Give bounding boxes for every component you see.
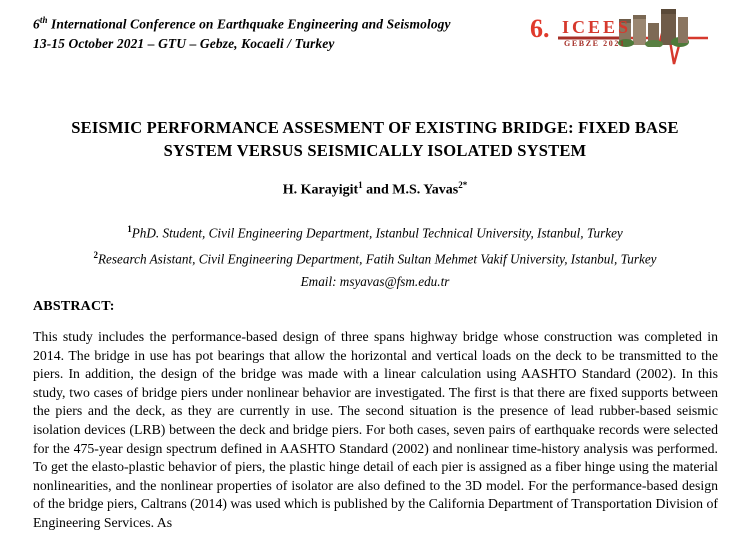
affiliations-block bbox=[0, 218, 750, 293]
conference-header-line2: 13-15 October 2021 – GTU – Gebze, Kocaeli / Turkey bbox=[33, 35, 335, 51]
author-1-name: H. Karayigit bbox=[282, 182, 359, 198]
conference-edition-ordinal: th bbox=[39, 15, 48, 25]
abstract-paragraph: This study includes the performance-based design of three spans highway bridge whose construction was completed in 2014. The bridge in use has pot bearings that allow the horizontal and vertical loads on the deck to be transmitted to the piers. In addition, the design of the bridge was made with a linear calculation using AASHTO Standard (2002). In this study, two cases of bridge piers under nonlinear behavior are investigated. The first is that there are fixed supports between the piers and the deck, as they are currently in use. The second situation is the presence of lead rubber-based seismic isolation devices (LRB) between the deck and bridge piers. For both cases, seven pairs of earthquake records were selected for the 475-year design spectrum defined in AASHTO Standard (2002) and nonlinear time-history analysis was performed. To get the elasto-plastic behavior of piers, the plastic hinge detail of each pier is assigned as a fiber hinge using the material nonlinearities, and the nonlinear properties of isolator are also defined to the 3D model. For the performance-based design of the bridge piers, Caltrans (2014) was used which is published by the California Department of Transportation Division of Engineering Services. As bbox=[33, 329, 718, 530]
paper-title: SEISMIC PERFORMANCE ASSESMENT OF EXISTING BRIDGE: FIXED BASE SYSTEM VERSUS SEISMICALLY ISOLATED SYSTEM bbox=[71, 118, 679, 160]
affiliation-2-mark: 2 bbox=[93, 250, 98, 261]
affiliation-1 bbox=[0, 218, 750, 244]
affiliation-1-text: PhD. Student, Civil Engineering Department, Istanbul Technical University, Istanbul, Turkey bbox=[131, 225, 623, 241]
logo-subtitle: GEBZE 2021 bbox=[564, 39, 626, 48]
author-2-affiliation-mark: 2* bbox=[458, 180, 468, 190]
conference-logo bbox=[528, 8, 723, 80]
conference-name: International Conference on Earthquake Engineering and Seismology bbox=[47, 16, 451, 32]
abstract-heading: ABSTRACT: bbox=[33, 299, 115, 314]
author-1-affiliation-mark: 1 bbox=[358, 180, 363, 190]
contact-email: Email: msyavas@fsm.edu.tr bbox=[300, 273, 450, 289]
author-2-name: M.S. Yavas bbox=[392, 182, 459, 198]
authors-line bbox=[0, 180, 750, 199]
logo-acronym: ICEES bbox=[562, 17, 632, 37]
conference-header bbox=[33, 11, 523, 53]
affiliation-1-mark: 1 bbox=[127, 224, 132, 234]
conference-edition-number: 6 bbox=[33, 16, 40, 32]
affiliation-2 bbox=[0, 244, 750, 270]
conference-header-line1 bbox=[33, 11, 523, 34]
affiliation-2-text: Research Asistant, Civil Engineering Department, Fatih Sultan Mehmet Vakif University, Istanbul, Turkey bbox=[97, 251, 657, 267]
logo-number: 6. bbox=[530, 14, 550, 43]
authors-connector: and bbox=[362, 182, 393, 198]
